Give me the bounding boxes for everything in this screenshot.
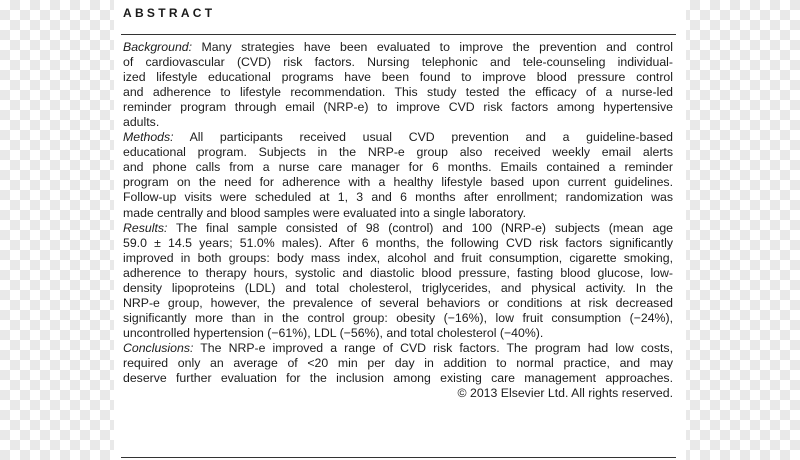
abstract-line: educational program. Subjects in the NRP-e group also received weekly email alerts [123, 145, 673, 160]
bottom-rule [121, 457, 676, 458]
abstract-line: adherence to therapy hours, systolic and diastolic blood pressure, fasting blood glucose, low- [123, 265, 673, 280]
copyright-notice: © 2013 Elsevier Ltd. All rights reserved. [457, 386, 673, 401]
abstract-line: and adherence to lifestyle recommendation. This study tested the efficacy of a nurse-led [123, 85, 673, 100]
abstract-line: ized lifestyle educational programs have been found to improve blood pressure control [123, 70, 673, 85]
abstract-line: Results: The final sample consisted of 98 (control) and 100 (NRP-e) subjects (mean age [123, 220, 673, 235]
conclusions-label: Conclusions: [123, 340, 194, 355]
abstract-line: of cardiovascular (CVD) risk factors. Nursing telephonic and tele-counseling individual- [123, 55, 673, 70]
abstract-line: Follow-up visits were scheduled at 1, 3 and 6 months after enrollment; randomization was [123, 190, 673, 205]
abstract-line: deserve further evaluation for the inclusion among existing care management approaches. [123, 371, 673, 386]
abstract-line: Methods: All participants received usual CVD prevention and a guideline-based [123, 130, 673, 145]
abstract-line: made centrally and blood samples were evaluated into a single laboratory. [123, 205, 527, 220]
top-rule [121, 34, 676, 35]
abstract-line: NRP-e group, however, the prevalence of several behaviors or conditions at risk decreased [123, 295, 673, 310]
abstract-line: reminder program through email (NRP-e) to improve CVD risk factors among hypertensive [123, 100, 673, 115]
abstract-body [123, 40, 673, 401]
abstract-line: significantly more than in the control group: obesity (−16%), low fruit consumption (−24%), [123, 310, 673, 325]
abstract-line: 59.0 ± 14.5 years; 51.0% males). After 6 months, the following CVD risk factors significantly [123, 235, 673, 250]
abstract-line: density lipoproteins (LDL) and total cholesterol, triglycerides, and physical activity. In the [123, 280, 673, 295]
abstract-line: adults. [123, 115, 160, 130]
abstract-line: improved in both groups: body mass index, alcohol and fruit consumption, cigarette smoking, [123, 250, 673, 265]
methods-label: Methods: [123, 130, 174, 145]
abstract-heading: ABSTRACT [123, 6, 216, 20]
abstract-line: Background: Many strategies have been evaluated to improve the prevention and control [123, 40, 673, 54]
abstract-line: required only an average of <20 min per day in addition to normal practice, and may [123, 355, 673, 370]
abstract-line: uncontrolled hypertension (−61%), LDL (−56%), and total cholesterol (−40%). [123, 325, 544, 340]
background-label: Background: [123, 40, 193, 54]
results-label: Results: [123, 220, 168, 235]
abstract-line: Conclusions: The NRP-e improved a range of CVD risk factors. The program had low costs, [123, 340, 673, 355]
abstract-line: and phone calls from a nurse care manager for 6 months. Emails contained a reminder [123, 160, 673, 175]
abstract-line: program on the need for adherence with a healthy lifestyle based upon current guidelines. [123, 175, 673, 190]
